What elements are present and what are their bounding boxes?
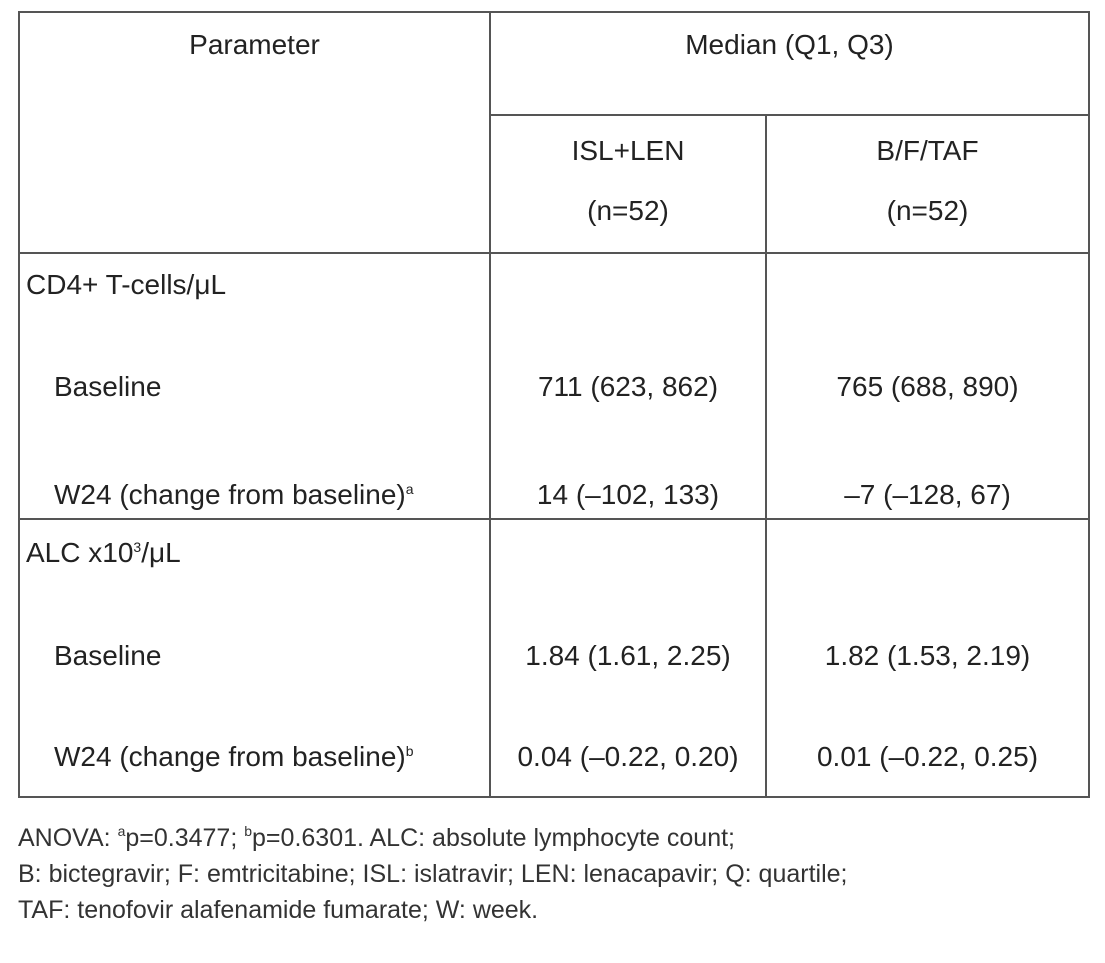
footnote-marker-b: b [405,743,414,759]
cell-alc-baseline-isl-len: 1.84 (1.61, 2.25) [525,640,731,671]
row-label-cd4-baseline: Baseline [54,371,162,402]
header-sub-divider [489,114,1088,116]
header-n-bftaf: (n=52) [886,195,969,226]
header-median: Median (Q1, Q3) [685,29,894,60]
header-n-isl-len: (n=52) [587,195,669,226]
row-label-alc-w24-text: W24 (change from baseline) [54,741,406,772]
header-group-bftaf: B/F/TAF [876,135,979,166]
section-title-alc-main: ALC x10 [26,537,134,568]
row-label-cd4-w24-text: W24 (change from baseline) [54,479,406,510]
footnote-anova-label: ANOVA: [18,824,118,852]
cell-cd4-w24-isl-len: 14 (–102, 133) [536,479,720,510]
cell-alc-baseline-bftaf: 1.82 (1.53, 2.19) [824,640,1031,671]
section-divider [20,518,1088,520]
section-title-cd4: CD4+ T-cells/μL [26,269,227,300]
cell-alc-w24-bftaf: 0.01 (–0.22, 0.25) [816,741,1039,772]
footnote-sup-b: b [244,823,253,839]
footnote-sup-a: a [117,823,126,839]
header-group-isl-len: ISL+LEN [571,135,685,166]
footnote-line-1 [18,820,1098,856]
column-divider-1 [489,13,491,796]
section-title-alc-sup: 3 [133,539,142,555]
results-table [18,11,1090,798]
section-title-alc [26,537,181,569]
section-title-alc-tail: /μL [141,537,181,568]
footnote-p-b: p=0.6301. ALC: absolute lymphocyte count; [252,824,735,852]
cell-cd4-baseline-bftaf: 765 (688, 890) [836,371,1019,402]
footnote-p-a: p=0.3477; [125,824,245,852]
cell-cd4-baseline-isl-len: 711 (623, 862) [537,371,719,402]
header-divider [20,252,1088,254]
footnote-marker-a: a [405,481,414,497]
row-label-alc-w24 [54,741,414,773]
cell-cd4-w24-bftaf: –7 (–128, 67) [844,479,1011,510]
cell-alc-w24-isl-len: 0.04 (–0.22, 0.20) [517,741,739,772]
row-label-cd4-w24 [54,479,414,511]
header-parameter: Parameter [189,29,320,60]
table-footnote [18,820,1098,928]
footnote-line-2: B: bictegravir; F: emtricitabine; ISL: islatravir; LEN: lenacapavir; Q: quartile; [18,860,848,888]
row-label-alc-baseline: Baseline [54,640,162,671]
footnote-line-3: TAF: tenofovir alafenamide fumarate; W: week. [18,896,539,924]
